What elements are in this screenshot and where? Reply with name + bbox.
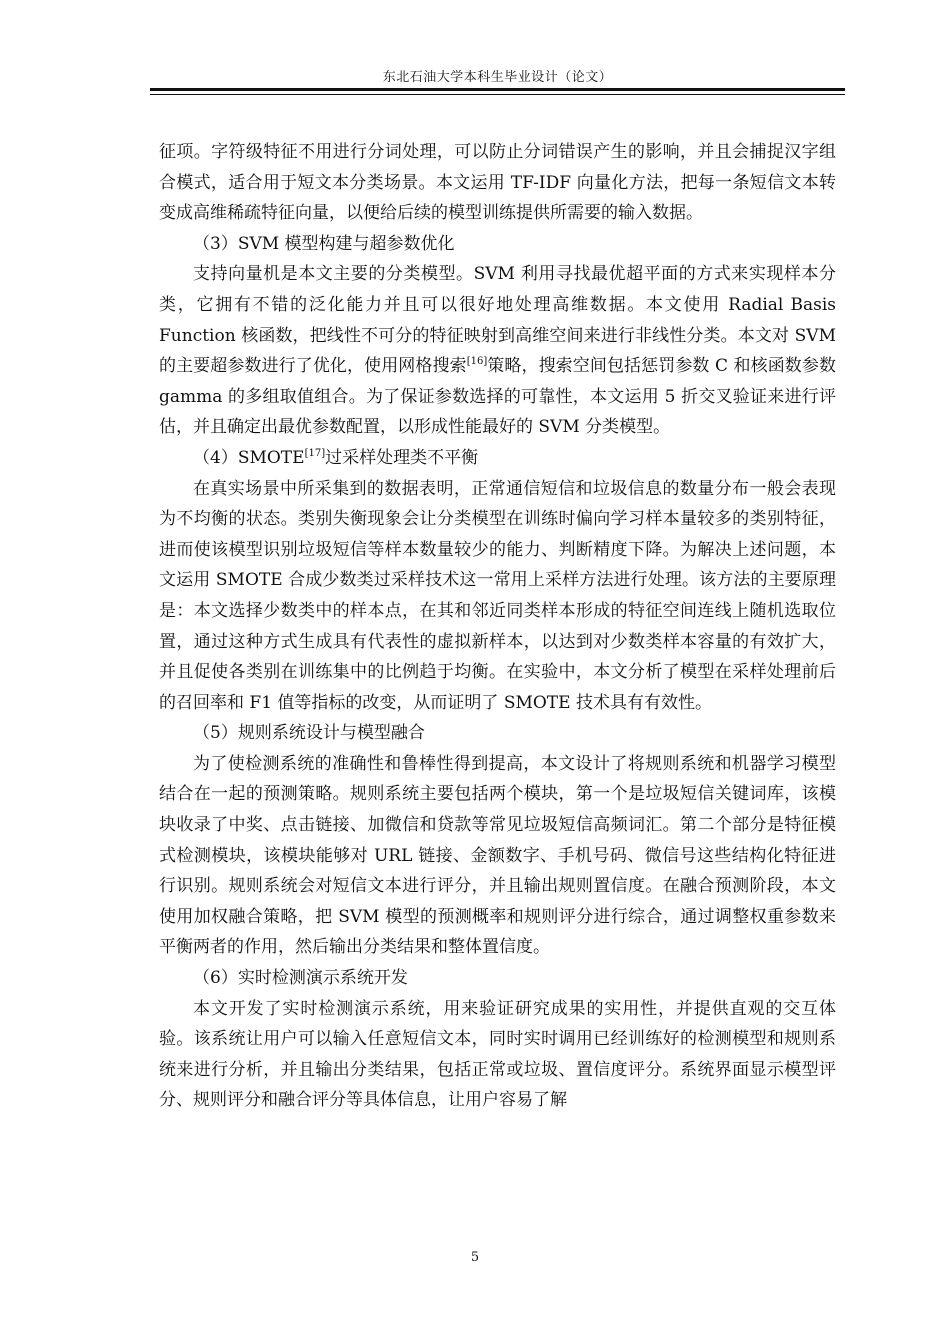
body-text [159, 137, 836, 1116]
section-heading-4-part1: （4）SMOTE [193, 447, 305, 468]
paragraph-svm-part2: 策略，搜索空间包括惩罚参数 C 和核函数参数 gamma 的多组取值组合。为了保证参数选择的可靠性，本文运用 5 折交叉验证来进行评估，并且确定出最优参数配置，以形成性能最好的 SVM 分类模型。 [159, 356, 836, 438]
paragraph-smote: 在真实场景中所采集到的数据表明，正常通信短信和垃圾信息的数量分布一般会表现为不均衡的状态。类别失衡现象会让分类模型在训练时偏向学习样本量较多的类别特征，进而使该模型识别垃圾短信等样本数量较少的能力、判断精度下降。为解决上述问题，本文运用 SMOTE 合成少数类过采样技术这一常用上采样方法进行处理。该方法的主要原理是：本文选择少数类中的样本点，在其和邻近同类样本形成的特征空间连线上随机选取位置，通过这种方式生成具有代表性的虚拟新样本，以达到对少数类样本容量的有效扩大，并且促使各类别在训练集中的比例趋于均衡。在实验中，本文分析了模型在采样处理前后的召回率和 F1 值等指标的改变，从而证明了 SMOTE 技术具有有效性。 [159, 478, 836, 713]
section-heading-6: （6）实时检测演示系统开发 [193, 968, 408, 989]
header-rule-thick [150, 88, 845, 91]
section-heading-4 [159, 443, 836, 474]
running-header: 东北石油大学本科生毕业设计（论文） [382, 70, 613, 85]
paragraph-demo-system: 本文开发了实时检测演示系统，用来验证研究成果的实用性，并提供直观的交互体验。该系统让用户可以输入任意短信文本，同时实时调用已经训练好的检测模型和规则系统来进行分析，并且输出分类结果，包括正常或垃圾、置信度评分。系统界面显示模型评分、规则评分和融合评分等具体信息，让用户容易了解 [159, 998, 836, 1111]
section-heading-5: （5）规则系统设计与模型融合 [193, 723, 425, 744]
section-heading-4-part2: 过采样处理类不平衡 [325, 447, 479, 468]
header-rule-thin [150, 94, 845, 95]
section-heading-3: （3）SVM 模型构建与超参数优化 [193, 233, 455, 254]
citation-16: [16] [466, 356, 488, 368]
paragraph-svm [159, 259, 836, 443]
page-number: 5 [470, 1250, 480, 1265]
citation-17: [17] [304, 447, 326, 459]
paragraph-continuation: 征项。字符级特征不用进行分词处理，可以防止分词错误产生的影响，并且会捕捉汉字组合模式，适合用于短文本分类场景。本文运用 TF-IDF 向量化方法，把每一条短信文本转变成高维稀疏特征向量，以便给后续的模型训练提供所需要的输入数据。 [159, 142, 836, 224]
paragraph-rules: 为了使检测系统的准确性和鲁棒性得到提高，本文设计了将规则系统和机器学习模型结合在一起的预测策略。规则系统主要包括两个模块，第一个是垃圾短信关键词库，该模块收录了中奖、点击链接、加微信和贷款等常见垃圾短信高频词汇。第二个部分是特征模式检测模块，该模块能够对 URL 链接、金额数字、手机号码、微信号这些结构化特征进行识别。规则系统会对短信文本进行评分，并且输出规则置信度。在融合预测阶段，本文使用加权融合策略，把 SVM 模型的预测概率和规则评分进行综合，通过调整权重参数来平衡两者的作用，然后输出分类结果和整体置信度。 [159, 753, 836, 958]
paragraph-svm-part1: 支持向量机是本文主要的分类模型。SVM 利用寻找最优超平面的方式来实现样本分类，它拥有不错的泛化能力并且可以很好地处理高维数据。本文使用 Radial Basis Function 核函数，把线性不可分的特征映射到高维空间来进行非线性分类。本文对 SVM 的主要超参数进行了优化，使用网格搜索 [159, 264, 836, 377]
